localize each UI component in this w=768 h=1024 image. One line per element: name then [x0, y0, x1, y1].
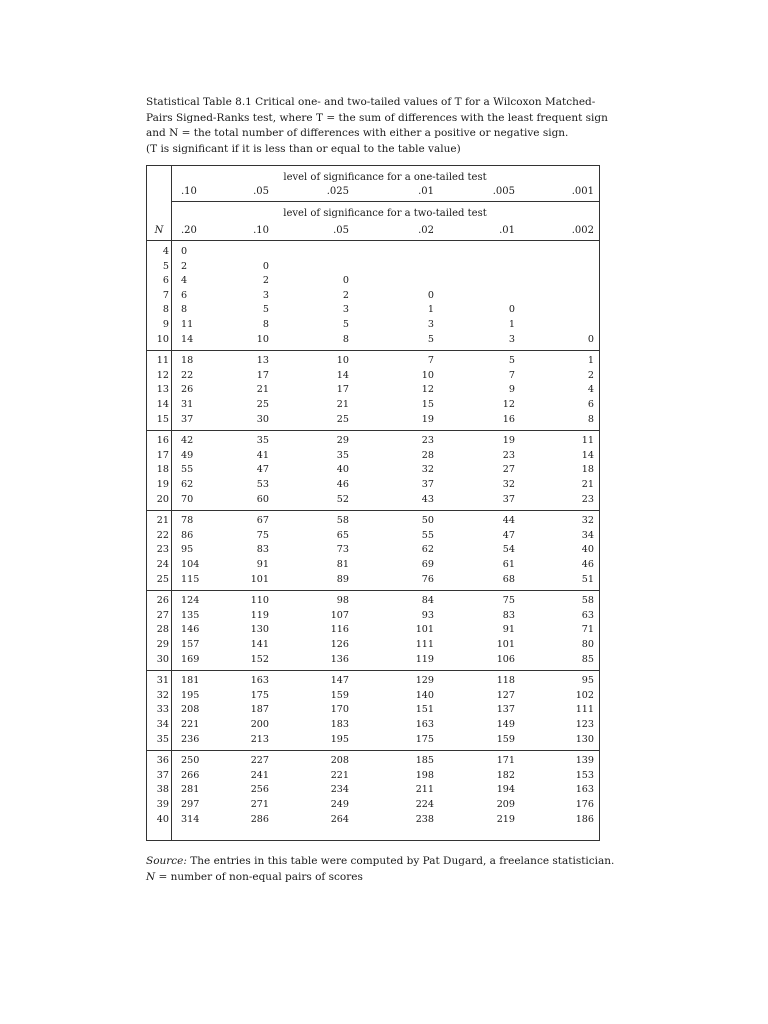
critical-value-cell: 18: [181, 355, 194, 367]
critical-value-cell: 46: [336, 479, 349, 490]
critical-value-cell: 2: [262, 275, 269, 287]
column-divider: [171, 166, 172, 840]
critical-value-cell: 95: [181, 544, 194, 556]
critical-value-cell: 264: [330, 813, 349, 825]
one-tailed-level: .10: [181, 186, 197, 197]
critical-value-cell: 182: [496, 769, 515, 781]
critical-value-cell: 19: [502, 435, 515, 447]
critical-value-cell: 0: [342, 275, 349, 287]
row-n-value: 27: [156, 609, 169, 621]
row-n-value: 21: [156, 515, 169, 527]
critical-value-cell: 5: [427, 333, 434, 345]
critical-value-cell: 46: [581, 559, 594, 570]
caption-line: Pairs Signed-Ranks test, where T = the sum of differences with the least frequent sign: [146, 111, 608, 124]
row-n-value: 4: [162, 246, 169, 257]
row-n-value: 16: [156, 435, 169, 447]
critical-value-cell: 250: [181, 755, 200, 767]
critical-value-cell: 5: [262, 304, 269, 316]
critical-value-cell: 297: [181, 799, 200, 810]
critical-value-cell: 23: [421, 435, 434, 447]
critical-value-cell: 83: [502, 609, 515, 621]
row-n-value: 29: [156, 639, 169, 650]
caption-line: and N = the total number of differences with either a positive or negative sign.: [146, 127, 569, 139]
critical-value-cell: 62: [421, 544, 434, 556]
n-symbol: N: [146, 871, 156, 883]
critical-value-cell: 146: [181, 624, 200, 636]
critical-value-cell: 47: [502, 529, 515, 541]
critical-value-cell: 185: [415, 755, 434, 767]
critical-value-cell: 159: [330, 689, 349, 701]
row-n-value: 36: [156, 755, 169, 767]
row-n-value: 17: [156, 449, 169, 461]
critical-value-cell: 49: [181, 449, 194, 461]
critical-value-cell: 256: [250, 784, 269, 796]
critical-value-cell: 0: [262, 260, 269, 272]
critical-value-cell: 129: [415, 675, 434, 687]
row-n-value: 11: [156, 355, 169, 367]
critical-value-cell: 55: [181, 464, 194, 476]
critical-value-cell: 116: [330, 624, 349, 636]
critical-value-cell: 157: [181, 639, 200, 650]
critical-value-cell: 1: [427, 304, 434, 316]
one-tailed-level: .005: [492, 186, 515, 197]
critical-value-cell: 227: [250, 755, 269, 767]
critical-value-cell: 170: [330, 704, 349, 716]
critical-value-cell: 84: [421, 595, 434, 607]
critical-value-cell: 53: [256, 479, 269, 490]
two-tailed-level: .10: [253, 225, 269, 236]
critical-value-cell: 75: [256, 529, 269, 541]
one-tailed-header-title: level of significance for a one-tailed test: [283, 172, 487, 183]
critical-value-cell: 12: [421, 384, 434, 396]
critical-value-cell: 17: [336, 384, 349, 396]
critical-value-cell: 163: [250, 675, 269, 687]
row-n-value: 12: [156, 369, 169, 381]
critical-value-cell: 0: [508, 304, 515, 316]
critical-value-cell: 176: [575, 799, 594, 810]
critical-value-cell: 101: [415, 624, 434, 636]
critical-value-cell: 136: [330, 653, 349, 665]
row-n-value: 26: [156, 595, 169, 607]
critical-value-cell: 9: [508, 384, 515, 396]
critical-value-cell: 81: [336, 559, 349, 570]
critical-value-cell: 249: [330, 799, 349, 810]
critical-value-cell: 123: [575, 719, 594, 730]
critical-value-cell: 234: [330, 784, 349, 796]
critical-value-cell: 14: [181, 333, 194, 345]
critical-value-cell: 102: [575, 689, 594, 701]
critical-value-cell: 3: [262, 289, 269, 301]
critical-value-cell: 127: [496, 689, 515, 701]
critical-value-cell: 70: [181, 493, 194, 505]
critical-value-cell: 221: [181, 719, 200, 730]
two-tailed-level: .002: [571, 225, 594, 236]
row-n-value: 32: [156, 689, 169, 701]
critical-value-cell: 25: [336, 413, 349, 425]
critical-value-cell: 75: [502, 595, 515, 607]
critical-value-cell: 32: [421, 464, 434, 476]
critical-value-cell: 30: [256, 413, 269, 425]
critical-value-cell: 61: [502, 559, 515, 570]
critical-value-cell: 78: [181, 515, 194, 527]
critical-value-cell: 0: [181, 246, 188, 257]
critical-value-cell: 159: [496, 733, 515, 745]
row-n-value: 5: [162, 260, 169, 272]
critical-value-cell: 21: [581, 479, 594, 490]
critical-value-cell: 152: [250, 653, 269, 665]
critical-value-cell: 76: [421, 573, 434, 585]
critical-value-cell: 29: [336, 435, 349, 447]
critical-value-cell: 126: [330, 639, 349, 650]
critical-value-cell: 1: [508, 319, 515, 330]
critical-value-cell: 221: [330, 769, 349, 781]
critical-value-cell: 149: [496, 719, 515, 730]
row-n-value: 14: [156, 399, 169, 410]
group-separator: [147, 510, 599, 511]
critical-value-cell: 93: [421, 609, 434, 621]
critical-value-cell: 147: [330, 675, 349, 687]
critical-value-cell: 60: [256, 493, 269, 505]
critical-value-cell: 5: [342, 319, 349, 330]
critical-value-cell: 23: [581, 493, 594, 505]
critical-value-cell: 83: [256, 544, 269, 556]
critical-value-cell: 130: [250, 624, 269, 636]
critical-value-cell: 71: [581, 624, 594, 636]
critical-value-cell: 111: [575, 704, 594, 716]
critical-value-cell: 139: [575, 755, 594, 767]
source-note: [146, 853, 614, 869]
critical-value-cell: 101: [496, 639, 515, 650]
row-n-value: 23: [156, 544, 169, 556]
critical-value-cell: 281: [181, 784, 200, 796]
critical-value-cell: 28: [421, 449, 434, 461]
critical-value-cell: 175: [415, 733, 434, 745]
one-tailed-level: .05: [253, 186, 269, 197]
critical-value-cell: 8: [181, 304, 188, 316]
critical-value-cell: 37: [181, 413, 194, 425]
critical-value-cell: 2: [342, 289, 349, 301]
critical-value-cell: 169: [181, 653, 200, 665]
critical-value-cell: 91: [256, 559, 269, 570]
row-n-value: 8: [162, 304, 169, 316]
critical-value-cell: 7: [508, 369, 515, 381]
critical-value-cell: 2: [181, 260, 188, 272]
critical-value-cell: 58: [336, 515, 349, 527]
critical-value-cell: 181: [181, 675, 200, 687]
critical-value-cell: 25: [256, 399, 269, 410]
critical-value-cell: 208: [181, 704, 200, 716]
one-tailed-level: .01: [418, 186, 434, 197]
critical-value-cell: 21: [256, 384, 269, 396]
wilcoxon-critical-values-table: [146, 165, 600, 841]
critical-value-cell: 41: [256, 449, 269, 461]
critical-value-cell: 141: [250, 639, 269, 650]
two-tailed-level: .01: [499, 225, 515, 236]
header-rule: [171, 201, 599, 202]
critical-value-cell: 18: [581, 464, 594, 476]
critical-value-cell: 236: [181, 733, 200, 745]
row-n-value: 28: [156, 624, 169, 636]
critical-value-cell: 40: [581, 544, 594, 556]
row-n-value: 33: [156, 704, 169, 716]
critical-value-cell: 40: [336, 464, 349, 476]
critical-value-cell: 271: [250, 799, 269, 810]
critical-value-cell: 35: [256, 435, 269, 447]
critical-value-cell: 37: [421, 479, 434, 490]
critical-value-cell: 47: [256, 464, 269, 476]
critical-value-cell: 111: [415, 639, 434, 650]
critical-value-cell: 183: [330, 719, 349, 730]
critical-value-cell: 85: [581, 653, 594, 665]
row-n-value: 38: [156, 784, 169, 796]
critical-value-cell: 11: [181, 319, 194, 330]
critical-value-cell: 68: [502, 573, 515, 585]
critical-value-cell: 67: [256, 515, 269, 527]
critical-value-cell: 3: [508, 333, 515, 345]
critical-value-cell: 62: [181, 479, 194, 490]
group-separator: [147, 590, 599, 591]
critical-value-cell: 35: [336, 449, 349, 461]
row-n-value: 7: [162, 289, 169, 301]
critical-value-cell: 11: [581, 435, 594, 447]
critical-value-cell: 69: [421, 559, 434, 570]
row-n-value: 19: [156, 479, 169, 490]
critical-value-cell: 22: [181, 369, 194, 381]
critical-value-cell: 21: [336, 399, 349, 410]
critical-value-cell: 238: [415, 813, 434, 825]
critical-value-cell: 98: [336, 595, 349, 607]
row-n-value: 34: [156, 719, 169, 730]
header-bottom-rule: [147, 240, 599, 241]
group-separator: [147, 430, 599, 431]
n-column-header: N: [154, 225, 164, 236]
critical-value-cell: 55: [421, 529, 434, 541]
critical-value-cell: 163: [415, 719, 434, 730]
critical-value-cell: 209: [496, 799, 515, 810]
row-n-value: 18: [156, 464, 169, 476]
critical-value-cell: 10: [256, 333, 269, 345]
critical-value-cell: 171: [496, 755, 515, 767]
row-n-value: 9: [162, 319, 169, 330]
two-tailed-header-title: level of significance for a two-tailed test: [283, 208, 487, 219]
row-n-value: 24: [156, 559, 169, 570]
table-footer: [146, 853, 614, 885]
two-tailed-level: .05: [333, 225, 349, 236]
row-n-value: 20: [156, 493, 169, 505]
two-tailed-level: .20: [181, 225, 197, 236]
critical-value-cell: 42: [181, 435, 194, 447]
critical-value-cell: 124: [181, 595, 200, 607]
critical-value-cell: 37: [502, 493, 515, 505]
caption-line: Statistical Table 8.1 Critical one- and two-tailed values of T for a Wilcoxon Matched-: [146, 96, 596, 108]
critical-value-cell: 208: [330, 755, 349, 767]
row-n-value: 40: [156, 813, 169, 825]
n-definition-text: = number of non-equal pairs of scores: [155, 871, 363, 883]
critical-value-cell: 175: [250, 689, 269, 701]
critical-value-cell: 130: [575, 733, 594, 745]
critical-value-cell: 1: [587, 355, 594, 367]
n-definition: [146, 869, 614, 885]
row-n-value: 10: [156, 333, 169, 345]
critical-value-cell: 187: [250, 704, 269, 716]
critical-value-cell: 13: [256, 355, 269, 367]
group-separator: [147, 670, 599, 671]
critical-value-cell: 151: [415, 704, 434, 716]
critical-value-cell: 115: [181, 573, 200, 585]
table-caption: [146, 95, 616, 157]
critical-value-cell: 106: [496, 653, 515, 665]
critical-value-cell: 200: [250, 719, 269, 730]
row-n-value: 25: [156, 573, 169, 585]
critical-value-cell: 186: [575, 813, 594, 825]
critical-value-cell: 52: [336, 493, 349, 505]
critical-value-cell: 101: [250, 573, 269, 585]
critical-value-cell: 14: [581, 449, 594, 461]
critical-value-cell: 51: [581, 573, 594, 585]
critical-value-cell: 195: [330, 733, 349, 745]
critical-value-cell: 110: [250, 595, 269, 607]
critical-value-cell: 286: [250, 813, 269, 825]
critical-value-cell: 31: [181, 399, 194, 410]
critical-value-cell: 135: [181, 609, 200, 621]
critical-value-cell: 6: [181, 289, 188, 301]
critical-value-cell: 6: [587, 399, 594, 410]
critical-value-cell: 14: [336, 369, 349, 381]
critical-value-cell: 95: [581, 675, 594, 687]
critical-value-cell: 153: [575, 769, 594, 781]
row-n-value: 35: [156, 733, 169, 745]
critical-value-cell: 26: [181, 384, 194, 396]
critical-value-cell: 198: [415, 769, 434, 781]
critical-value-cell: 63: [581, 609, 594, 621]
critical-value-cell: 0: [587, 333, 594, 345]
critical-value-cell: 4: [181, 275, 188, 287]
critical-value-cell: 34: [581, 529, 594, 541]
row-n-value: 15: [156, 413, 169, 425]
critical-value-cell: 3: [427, 319, 434, 330]
critical-value-cell: 163: [575, 784, 594, 796]
critical-value-cell: 2: [587, 369, 594, 381]
critical-value-cell: 91: [502, 624, 515, 636]
row-n-value: 13: [156, 384, 169, 396]
critical-value-cell: 4: [587, 384, 594, 396]
critical-value-cell: 195: [181, 689, 200, 701]
critical-value-cell: 107: [330, 609, 349, 621]
critical-value-cell: 104: [181, 559, 200, 570]
critical-value-cell: 15: [421, 399, 434, 410]
critical-value-cell: 119: [415, 653, 434, 665]
one-tailed-level: .001: [571, 186, 594, 197]
critical-value-cell: 219: [496, 813, 515, 825]
critical-value-cell: 213: [250, 733, 269, 745]
row-n-value: 6: [162, 275, 169, 287]
critical-value-cell: 194: [496, 784, 515, 796]
source-label: Source:: [146, 855, 187, 867]
critical-value-cell: 8: [342, 333, 349, 345]
critical-value-cell: 32: [581, 515, 594, 527]
critical-value-cell: 44: [502, 515, 515, 527]
critical-value-cell: 118: [496, 675, 515, 687]
critical-value-cell: 86: [181, 529, 194, 541]
row-n-value: 30: [156, 653, 169, 665]
critical-value-cell: 16: [502, 413, 515, 425]
row-n-value: 37: [156, 769, 169, 781]
critical-value-cell: 89: [336, 573, 349, 585]
critical-value-cell: 8: [587, 413, 594, 425]
row-n-value: 31: [156, 675, 169, 687]
critical-value-cell: 8: [262, 319, 269, 330]
critical-value-cell: 80: [581, 639, 594, 650]
critical-value-cell: 27: [502, 464, 515, 476]
critical-value-cell: 54: [502, 544, 515, 556]
two-tailed-level: .02: [418, 225, 434, 236]
critical-value-cell: 137: [496, 704, 515, 716]
critical-value-cell: 17: [256, 369, 269, 381]
source-text: The entries in this table were computed by Pat Dugard, a freelance statistician.: [186, 855, 615, 867]
group-separator: [147, 350, 599, 351]
critical-value-cell: 119: [250, 609, 269, 621]
critical-value-cell: 140: [415, 689, 434, 701]
critical-value-cell: 58: [581, 595, 594, 607]
critical-value-cell: 266: [181, 769, 200, 781]
critical-value-cell: 5: [508, 355, 515, 367]
caption-line: (T is significant if it is less than or equal to the table value): [146, 142, 461, 155]
row-n-value: 22: [156, 529, 169, 541]
critical-value-cell: 10: [421, 369, 434, 381]
critical-value-cell: 23: [502, 449, 515, 461]
critical-value-cell: 19: [421, 413, 434, 425]
critical-value-cell: 224: [415, 799, 434, 810]
row-n-value: 39: [156, 799, 169, 810]
one-tailed-level: .025: [326, 186, 349, 197]
critical-value-cell: 0: [427, 289, 434, 301]
critical-value-cell: 3: [342, 304, 349, 316]
critical-value-cell: 32: [502, 479, 515, 490]
critical-value-cell: 7: [427, 355, 434, 367]
critical-value-cell: 241: [250, 769, 269, 781]
critical-value-cell: 211: [415, 784, 434, 796]
critical-value-cell: 10: [336, 355, 349, 367]
critical-value-cell: 50: [421, 515, 434, 527]
critical-value-cell: 12: [502, 399, 515, 410]
critical-value-cell: 314: [181, 813, 200, 825]
critical-value-cell: 43: [421, 493, 434, 505]
critical-value-cell: 73: [336, 544, 349, 556]
critical-value-cell: 65: [336, 529, 349, 541]
group-separator: [147, 750, 599, 751]
